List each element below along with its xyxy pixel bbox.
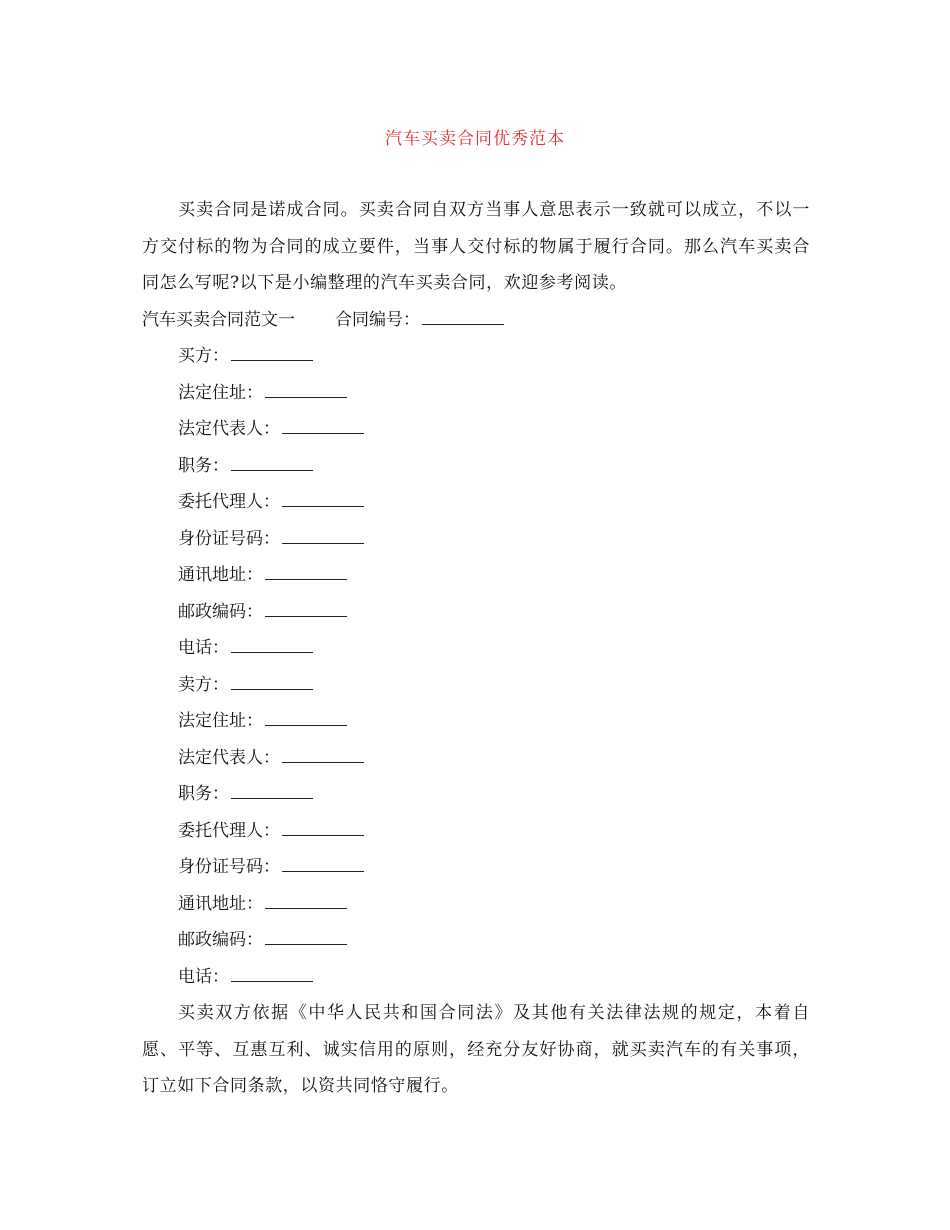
contract-number-label: 合同编号： bbox=[335, 309, 420, 330]
field-blank bbox=[231, 967, 313, 982]
seller-field bbox=[142, 959, 810, 996]
buyer-field bbox=[142, 521, 810, 558]
field-blank bbox=[231, 638, 313, 653]
field-label: 法定代表人： bbox=[178, 419, 280, 439]
seller-field bbox=[142, 922, 810, 959]
field-blank bbox=[265, 930, 347, 945]
field-label: 邮政编码： bbox=[178, 930, 263, 950]
buyer-section bbox=[142, 338, 810, 667]
seller-field bbox=[142, 886, 810, 923]
field-blank bbox=[282, 748, 364, 763]
closing-paragraph: 买卖双方依据《中华人民共和国合同法》及其他有关法律法规的规定，本着自愿、平等、互惠互利、诚实信用的原则，经充分友好协商，就买卖汽车的有关事项，订立如下合同条款，以资共同恪守履行。 bbox=[142, 1003, 810, 1096]
buyer-field bbox=[142, 375, 810, 412]
field-label: 电话： bbox=[178, 638, 229, 658]
buyer-field bbox=[142, 484, 810, 521]
seller-field bbox=[142, 849, 810, 886]
seller-field bbox=[142, 703, 810, 740]
sample-heading: 汽车买卖合同范文一 bbox=[142, 309, 295, 330]
field-label: 委托代理人： bbox=[178, 492, 280, 512]
field-blank bbox=[282, 857, 364, 872]
seller-field bbox=[142, 776, 810, 813]
field-label: 职务： bbox=[178, 784, 229, 804]
field-label: 买方： bbox=[178, 346, 229, 366]
field-label: 法定代表人： bbox=[178, 747, 280, 768]
field-blank bbox=[265, 894, 347, 909]
field-label: 法定住址： bbox=[178, 711, 263, 731]
field-label: 委托代理人： bbox=[178, 820, 280, 841]
field-blank bbox=[231, 675, 313, 690]
field-label: 法定住址： bbox=[178, 382, 263, 403]
buyer-field bbox=[142, 557, 810, 594]
field-label: 通讯地址： bbox=[178, 893, 263, 914]
buyer-field bbox=[142, 630, 810, 667]
seller-field bbox=[142, 740, 810, 777]
document-title: 汽车买卖合同优秀范本 bbox=[385, 129, 565, 149]
field-label: 身份证号码： bbox=[178, 528, 280, 549]
seller-section bbox=[142, 667, 810, 996]
field-blank bbox=[231, 784, 313, 799]
intro-paragraph: 买卖合同是诺成合同。买卖合同自双方当事人意思表示一致就可以成立，不以一方交付标的物为合同的成立要件，当事人交付标的物属于履行合同。那么汽车买卖合同怎么写呢?以下是小编整理的汽车买卖合同，欢迎参考阅读。 bbox=[142, 200, 810, 293]
contract-number-blank bbox=[422, 310, 504, 325]
field-blank bbox=[265, 602, 347, 617]
field-blank bbox=[282, 529, 364, 544]
document-body bbox=[142, 192, 810, 1105]
field-label: 卖方： bbox=[178, 674, 229, 695]
buyer-field bbox=[142, 448, 810, 485]
field-label: 通讯地址： bbox=[178, 565, 263, 585]
field-blank bbox=[231, 346, 313, 361]
field-blank bbox=[265, 711, 347, 726]
field-label: 身份证号码： bbox=[178, 857, 280, 877]
field-blank bbox=[265, 565, 347, 580]
sample-heading-line bbox=[142, 302, 810, 339]
buyer-field bbox=[142, 594, 810, 631]
field-blank bbox=[282, 419, 364, 434]
buyer-field bbox=[142, 338, 810, 375]
seller-field bbox=[142, 667, 810, 704]
field-blank bbox=[231, 456, 313, 471]
field-blank bbox=[265, 383, 347, 398]
field-label: 职务： bbox=[178, 455, 229, 476]
field-label: 邮政编码： bbox=[178, 601, 263, 622]
seller-field bbox=[142, 813, 810, 850]
buyer-field bbox=[142, 411, 810, 448]
field-blank bbox=[282, 492, 364, 507]
field-blank bbox=[282, 821, 364, 836]
field-label: 电话： bbox=[178, 966, 229, 987]
